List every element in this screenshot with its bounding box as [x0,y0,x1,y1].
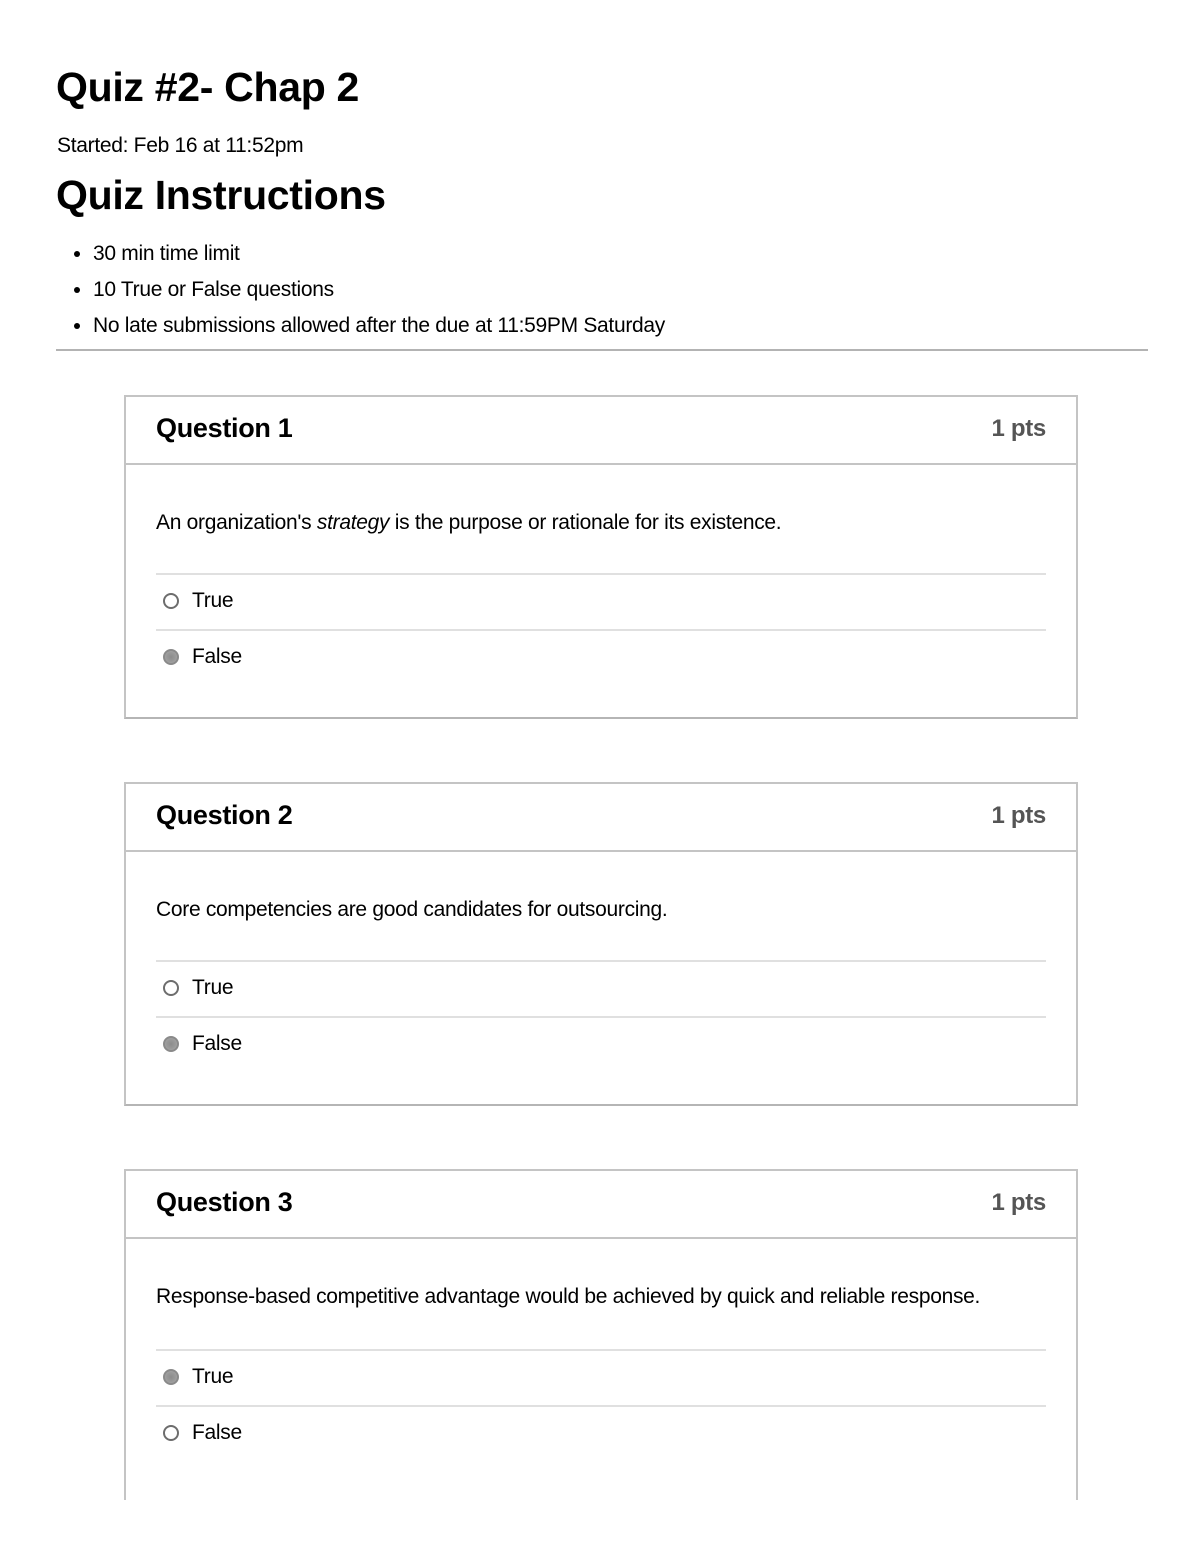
answer-label: True [192,1365,234,1388]
question-header [126,784,1076,852]
answer-option-true[interactable] [156,1349,1046,1405]
instruction-item: • 10 True or False questions [93,276,665,312]
question-card-1 [124,395,1078,719]
answer-option-true[interactable] [156,960,1046,1016]
question-title: Question 1 [156,413,293,443]
question-text: Response-based competitive advantage would be achieved by quick and reliable response. [156,1285,981,1308]
answer-label: False [192,645,242,668]
question-body [126,852,1076,1072]
question-points: 1 pts [991,415,1046,442]
question-text-part: An organization's [156,511,317,534]
radio-button-selected[interactable] [163,1369,179,1385]
question-text [156,465,1046,573]
radio-button[interactable] [163,1425,179,1441]
answer-option-false[interactable] [156,1405,1046,1461]
question-points: 1 pts [991,802,1046,829]
radio-button[interactable] [163,980,179,996]
question-card-3 [124,1169,1078,1529]
answer-option-true[interactable] [156,573,1046,629]
question-title: Question 3 [156,1187,293,1217]
question-header [126,1171,1076,1239]
answer-label: False [192,1421,242,1444]
section-divider [56,349,1148,351]
answer-label: True [192,976,234,999]
question-text: Core competencies are good candidates for outsourcing. [156,898,668,921]
instructions-list [56,240,665,348]
answer-label: True [192,589,234,612]
page-cutoff [0,1500,1200,1553]
radio-button-selected[interactable] [163,649,179,665]
question-text-emphasis: strategy [316,511,390,534]
question-header [126,397,1076,465]
instruction-item: • 30 min time limit [93,240,665,276]
question-points: 1 pts [991,1189,1046,1216]
answer-option-false[interactable] [156,629,1046,685]
question-body [126,465,1076,685]
answer-option-false[interactable] [156,1016,1046,1072]
instructions-heading: Quiz Instructions [56,172,386,218]
question-card-2 [124,782,1078,1106]
radio-button[interactable] [163,593,179,609]
answer-label: False [192,1032,242,1055]
page-title: Quiz #2- Chap 2 [56,64,360,110]
radio-button-selected[interactable] [163,1036,179,1052]
question-title: Question 2 [156,800,293,830]
started-timestamp: Started: Feb 16 at 11:52pm [57,134,304,157]
question-body [126,1239,1076,1461]
question-text-part: is the purpose or rationale for its existence. [389,511,782,534]
instruction-item: • No late submissions allowed after the due at 11:59PM Saturday [93,312,665,348]
